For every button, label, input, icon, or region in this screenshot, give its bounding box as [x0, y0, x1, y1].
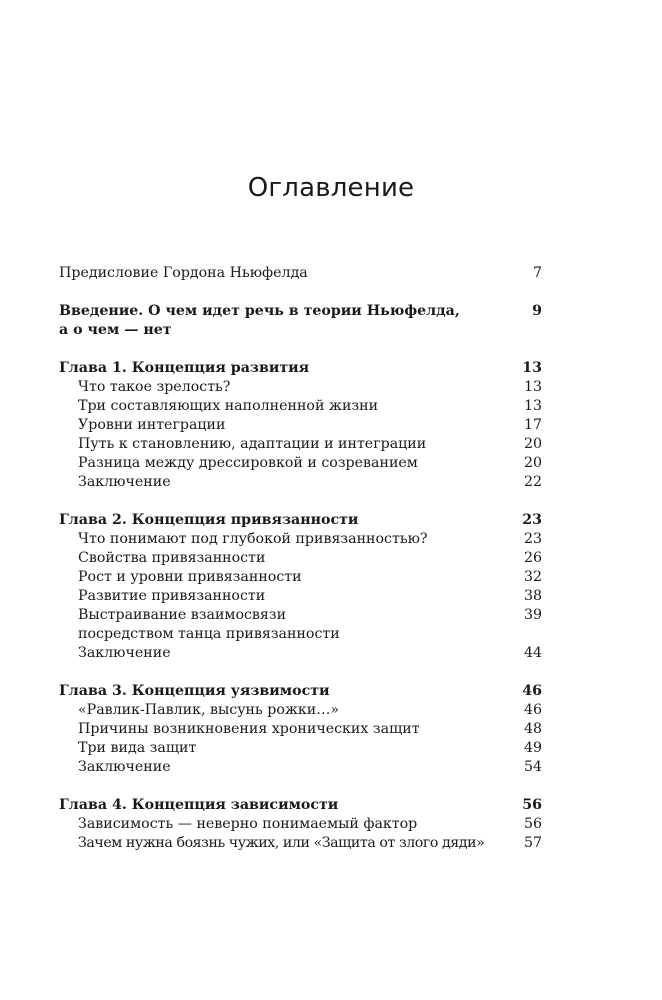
toc-subentry[interactable]	[59, 549, 542, 568]
subentry-page: 57	[523, 835, 542, 851]
toc-subentry[interactable]	[59, 587, 542, 606]
toc-subentry[interactable]	[59, 701, 542, 720]
subentry-page: 13	[523, 379, 542, 395]
subentry-page: 49	[523, 740, 542, 756]
subentry-title: Рост и уровни привязанности	[78, 569, 302, 585]
chapter-page: 23	[522, 512, 542, 528]
toc-subentry[interactable]	[59, 606, 542, 644]
toc-chapter-3[interactable]	[59, 682, 542, 701]
table-of-contents	[59, 264, 542, 853]
subentry-page: 32	[523, 569, 542, 585]
subentry-page: 17	[523, 417, 542, 433]
subentry-title: Три вида защит	[78, 740, 197, 756]
toc-chapter-1[interactable]	[59, 359, 542, 378]
subentry-page: 39	[523, 607, 542, 623]
page-title: Оглавление	[247, 173, 415, 203]
toc-subentry[interactable]	[59, 815, 542, 834]
subentry-page: 22	[523, 474, 542, 490]
chapter-title: Глава 1. Концепция развития	[59, 360, 310, 376]
toc-entry-page: 7	[532, 265, 542, 281]
toc-entry-title: Предисловие Гордона Ньюфелда	[59, 265, 308, 281]
subentry-title: Что такое зрелость?	[78, 379, 231, 395]
subentry-title: Что понимают под глубокой привязанностью?	[78, 531, 428, 547]
chapter-title: Глава 2. Концепция привязанности	[59, 512, 359, 528]
toc-entry-title	[59, 302, 460, 340]
subentry-page: 56	[523, 816, 542, 832]
toc-subentry[interactable]	[59, 530, 542, 549]
chapter-page: 56	[522, 797, 542, 813]
subentry-title: Разница между дрессировкой и созреванием	[78, 455, 418, 471]
subentry-page: 44	[523, 645, 542, 661]
subentry-page: 26	[523, 550, 542, 566]
subentry-title: Свойства привязанности	[78, 550, 266, 566]
subentry-title: Заключение	[78, 645, 171, 661]
chapter-title: Глава 4. Концепция зависимости	[59, 797, 339, 813]
toc-subentry[interactable]	[59, 454, 542, 473]
toc-entry-title-line1: Введение. О чем идет речь в теории Ньюфелда,	[59, 303, 460, 319]
subentry-page: 54	[523, 759, 542, 775]
toc-subentry[interactable]	[59, 834, 542, 853]
subentry-page: 20	[523, 455, 542, 471]
subentry-title: Три составляющих наполненной жизни	[78, 398, 379, 414]
subentry-title: Заключение	[78, 759, 171, 775]
subentry-title	[78, 606, 340, 644]
subentry-title: «Равлик-Павлик, высунь рожки…»	[78, 702, 340, 718]
subentry-title: Заключение	[78, 474, 171, 490]
toc-subentry[interactable]	[59, 397, 542, 416]
subentry-title: Развитие привязанности	[78, 588, 266, 604]
subentry-page: 38	[523, 588, 542, 604]
toc-entry-intro[interactable]	[59, 302, 542, 340]
toc-subentry[interactable]	[59, 568, 542, 587]
toc-entry-preface[interactable]	[59, 264, 542, 283]
subentry-title: Уровни интеграции	[78, 417, 226, 433]
toc-subentry[interactable]	[59, 473, 542, 492]
toc-subentry[interactable]	[59, 720, 542, 739]
subentry-page: 48	[523, 721, 542, 737]
subentry-page: 46	[523, 702, 542, 718]
subentry-title: Зависимость — неверно понимаемый фактор	[78, 816, 418, 832]
subentry-title-line1: Выстраивание взаимосвязи	[78, 607, 287, 623]
chapter-page: 13	[522, 360, 542, 376]
toc-subentry[interactable]	[59, 758, 542, 777]
toc-chapter-2[interactable]	[59, 511, 542, 530]
subentry-page: 20	[523, 436, 542, 452]
toc-entry-title-line2: а о чем — нет	[59, 322, 172, 338]
toc-subentry[interactable]	[59, 416, 542, 435]
subentry-page: 23	[523, 531, 542, 547]
subentry-title: Путь к становлению, адаптации и интеграции	[78, 436, 427, 452]
subentry-page: 13	[523, 398, 542, 414]
chapter-page: 46	[522, 683, 542, 699]
subentry-title-line2: посредством танца привязанности	[78, 626, 340, 642]
toc-chapter-4[interactable]	[59, 796, 542, 815]
toc-subentry[interactable]	[59, 644, 542, 663]
toc-subentry[interactable]	[59, 378, 542, 397]
toc-subentry[interactable]	[59, 739, 542, 758]
subentry-title: Причины возникновения хронических защит	[78, 721, 420, 737]
toc-subentry[interactable]	[59, 435, 542, 454]
subentry-title: Зачем нужна боязнь чужих, или «Защита от злого дяди»	[78, 835, 485, 851]
toc-entry-page: 9	[532, 303, 542, 319]
chapter-title: Глава 3. Концепция уязвимости	[59, 683, 330, 699]
